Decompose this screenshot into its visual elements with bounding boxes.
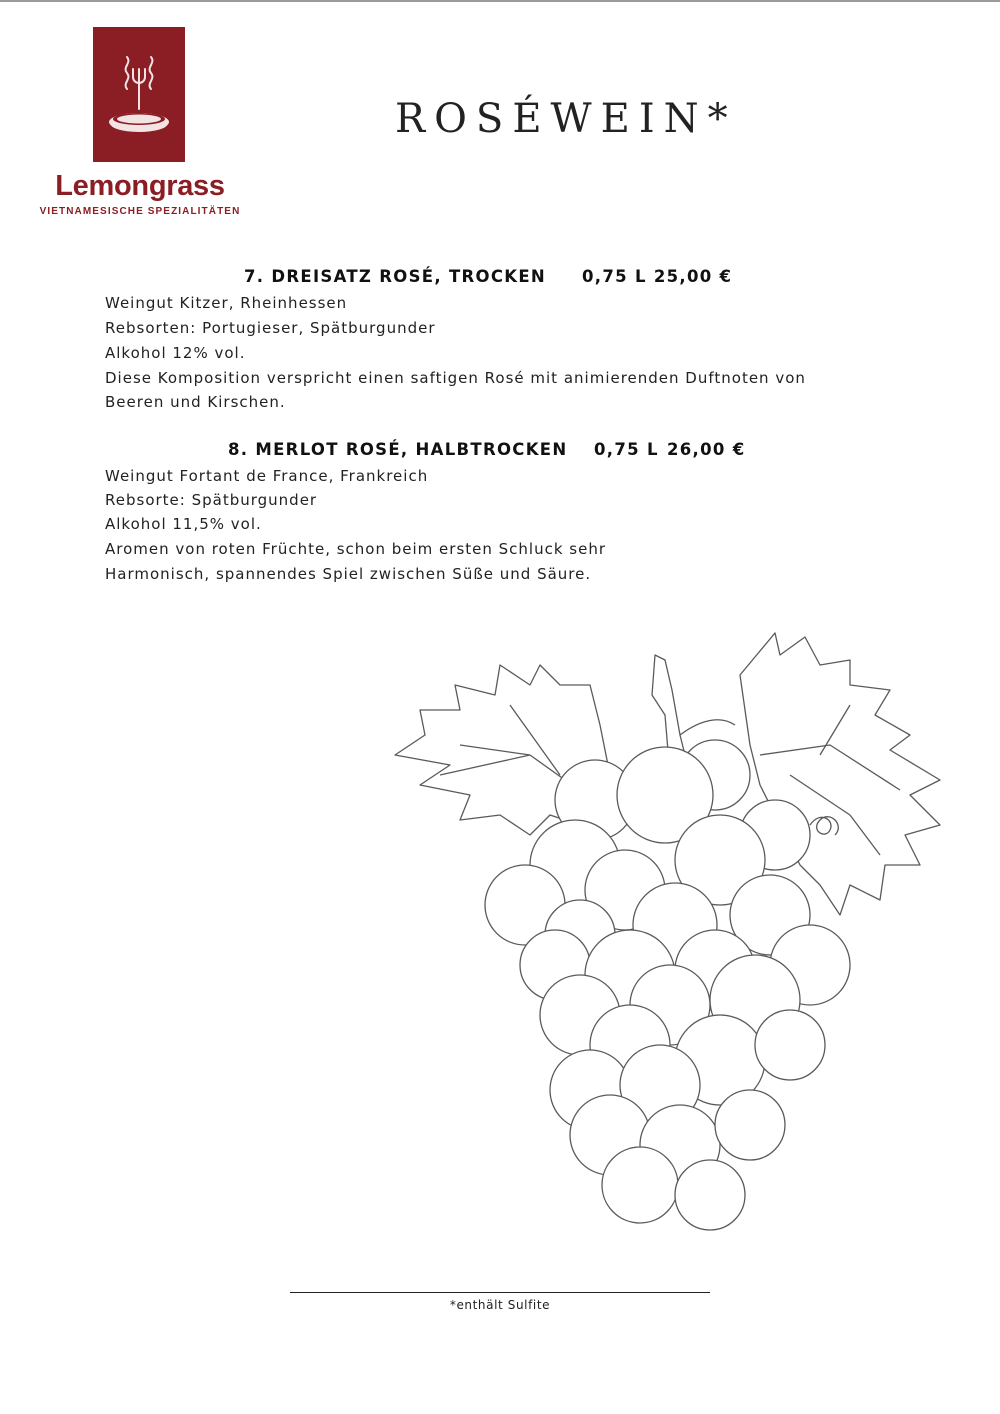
alcohol-line: Alkohol 12% vol. xyxy=(105,344,246,362)
alcohol-line: Alkohol 11,5% vol. xyxy=(105,515,262,533)
brand-logo xyxy=(93,27,185,162)
grape-cluster-icon xyxy=(380,625,960,1255)
description-line: Beeren und Kirschen. xyxy=(105,393,286,411)
wine-name: 7. DREISATZ ROSÉ, TROCKEN xyxy=(244,267,547,286)
top-border xyxy=(0,0,1000,2)
wine-volume-price: 0,75 L 25,00 € xyxy=(582,267,733,286)
brand-subtitle: VIETNAMESISCHE SPEZIALITÄTEN xyxy=(39,206,241,217)
footnote: *enthält Sulfite xyxy=(449,1298,551,1312)
description-line: Diese Komposition verspricht einen saftigen Rosé mit animierenden Duftnoten von xyxy=(105,369,806,387)
brand-name: Lemongrass xyxy=(55,170,225,202)
wine-price: 26,00 € xyxy=(667,440,746,459)
plate-with-fork-steam-icon xyxy=(93,27,185,162)
wine-name: 8. MERLOT ROSÉ, HALBTROCKEN xyxy=(228,440,568,459)
grape-varieties-line: Rebsorten: Portugieser, Spätburgunder xyxy=(105,319,436,337)
winery-line: Weingut Fortant de France, Frankreich xyxy=(105,467,429,485)
page-title: ROSÉWEIN* xyxy=(395,96,737,142)
winery-line: Weingut Kitzer, Rheinhessen xyxy=(105,294,348,312)
description-line: Aromen von roten Früchte, schon beim ersten Schluck sehr xyxy=(105,540,607,558)
grape-varieties-line: Rebsorte: Spätburgunder xyxy=(105,491,318,509)
footnote-divider xyxy=(290,1292,710,1293)
wine-volume: 0,75 L xyxy=(594,440,659,459)
description-line: Harmonisch, spannendes Spiel zwischen Süße und Säure. xyxy=(105,565,592,583)
